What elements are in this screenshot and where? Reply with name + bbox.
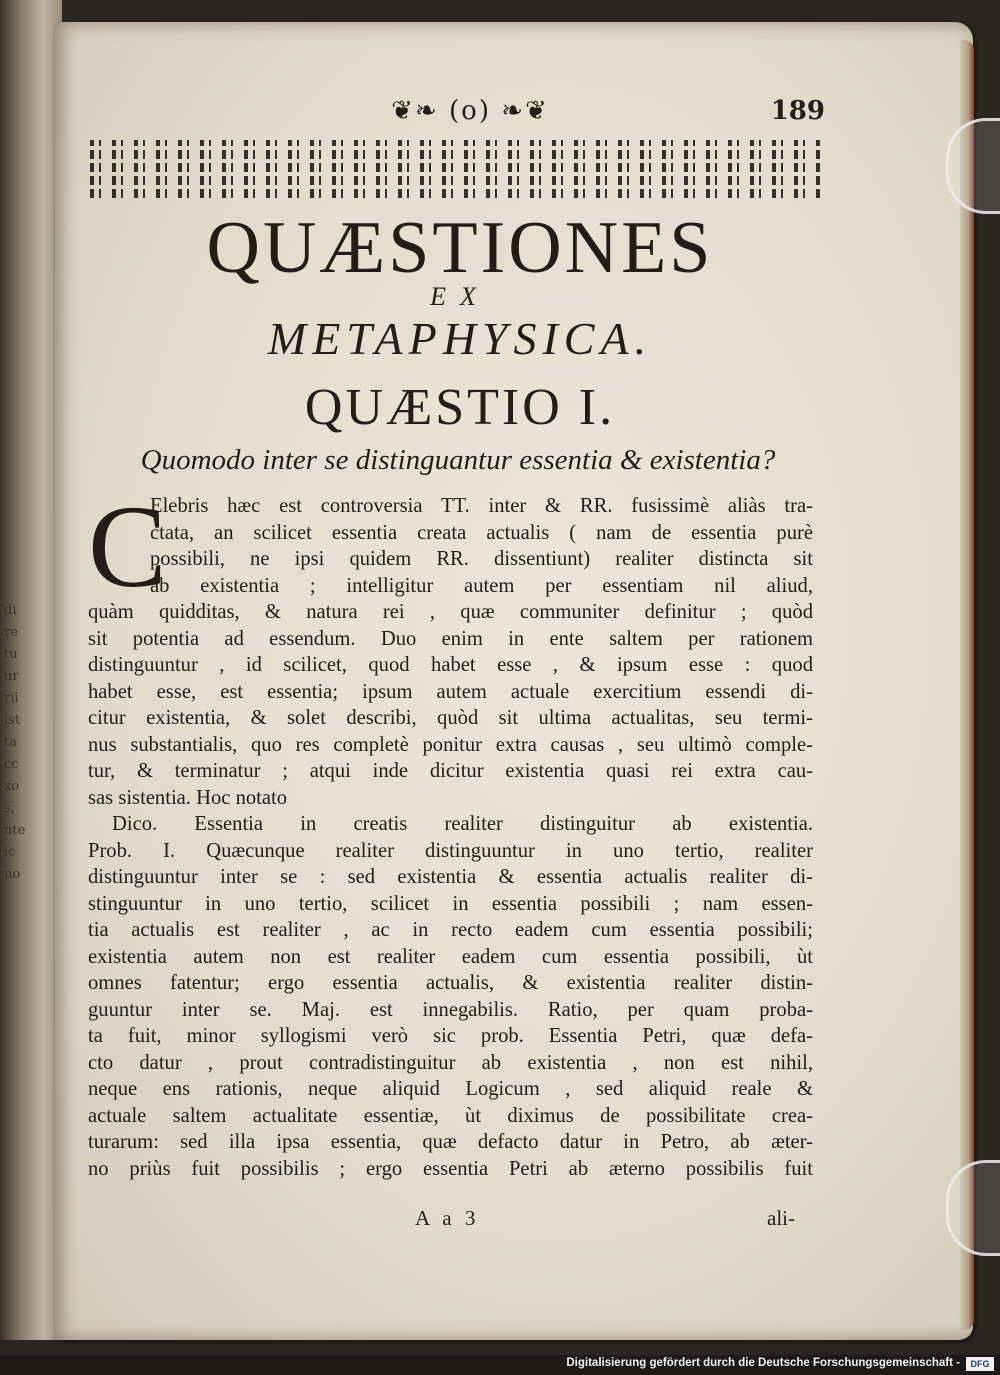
text-line: guuntur inter se. Maj. est innegabilis. Ratio, per quam proba- xyxy=(88,998,813,1021)
text-line: citur existentia, & solet describi, quòd sit ultima actualitas, seu termi- xyxy=(88,707,813,729)
text-line: distinguuntur , id scilicet, quod habet esse , & ipsum esse : quod xyxy=(88,654,813,676)
text-line: distinguuntur inter se : sed existentia & essentia actualis realiter di- xyxy=(88,866,813,888)
signature-mark: A a 3 xyxy=(415,1206,480,1230)
subtitle-metaphysica: METAPHYSICA. xyxy=(267,313,653,364)
subtitle-ex: EX xyxy=(430,282,490,311)
text-line: Prob. I. Quæcunque realiter distinguuntur in uno tertio, realiter xyxy=(88,839,813,862)
page-header xyxy=(95,96,825,140)
text-line: no priùs fuit possibilis ; ergo essentia Petri ab æterno possibilis fuit xyxy=(88,1157,813,1180)
text-line: tur, & terminatur ; atqui inde dicitur existentia quasi rei extra cau- xyxy=(88,760,813,782)
header-ornament: ❦❧ (o) ❧❦ xyxy=(391,96,549,126)
catchword: ali- xyxy=(767,1206,795,1230)
text-line: neque ens rationis, neque aliquid Logicum , sed aliquid reale & xyxy=(88,1078,813,1100)
text-line: quàm quidditas, & natura rei , quæ communiter definitur ; quòd xyxy=(88,601,813,623)
text-line: sas sistentia. Hoc notato xyxy=(88,786,288,809)
digitization-credit: Digitalisierung gefördert durch die Deutsche Forschungsgemeinschaft - xyxy=(566,1357,960,1369)
fleuron-right-icon: ❧❦ xyxy=(501,96,549,126)
fleuron-left-icon: ❦❧ xyxy=(391,96,439,126)
text-line: sit potentia ad essendum. Duo enim in ente saltem per rationem xyxy=(88,627,813,650)
text-line: Dico. Essentia in creatis realiter distinguitur ab existentia. xyxy=(112,813,813,835)
text-line: ta fuit, minor syllogismi verò sic prob. Essentia Petri, quæ defa- xyxy=(88,1025,813,1047)
adjacent-page-text: di re tu ur rii ist ta cc xo s, nte ic no xyxy=(4,603,26,882)
text-line: Elebris hæc est controversia TT. inter & RR. fusissimè aliàs tra- xyxy=(150,495,813,517)
text-line: ab existentia ; intelligitur autem per essentiam nil aliud, xyxy=(150,574,813,597)
text-line: ctata, an scilicet essentia creata actualis ( nam de essentia purè xyxy=(150,521,813,544)
page-footer xyxy=(95,1206,795,1236)
main-title: QUÆSTIONES xyxy=(206,207,714,289)
text-line: tia actualis est realiter , ac in recto eadem cum essentia possibili; xyxy=(88,919,813,941)
body-text xyxy=(88,481,813,1182)
drop-capital: C xyxy=(88,481,167,612)
text-line: nus substantialis, quo res completè ponitur extra causas , seu ultimò comple- xyxy=(88,733,813,756)
dfg-logo-icon: DFG xyxy=(966,1357,994,1371)
page-number: 189 xyxy=(770,96,825,126)
text-line: existentia autem non est realiter eadem cum essentia possibili, ùt xyxy=(88,945,813,968)
page-fore-edge xyxy=(960,40,974,1330)
adjacent-page-edge xyxy=(0,0,62,1340)
text-line: stinguuntur in uno tertio, scilicet in essentia possibili ; nam essen- xyxy=(88,892,813,915)
text-line: possibili, ne ipsi quidem RR. dissentiunt) realiter distincta sit xyxy=(150,548,813,570)
text-line: habet esse, est essentia; ipsum autem actuale exercitium essendi di- xyxy=(88,680,813,703)
text-line: actuale saltem actualitate essentiæ, ùt diximus de possibilitate crea- xyxy=(88,1104,813,1127)
question-subheading: Quomodo inter se distinguantur essentia & existentia? xyxy=(140,444,776,476)
text-line: cto datur , prout contradistinguitur ab existentia , non est nihil, xyxy=(88,1051,813,1074)
text-line: omnes fatentur; ergo essentia actualis, & existentia realiter distin- xyxy=(88,972,813,994)
question-heading: QUÆSTIO I. xyxy=(304,379,616,436)
text-line: turarum: sed illa ipsa essentia, quæ defacto datur in Petro, ab æter- xyxy=(88,1131,813,1153)
decorative-ornament-band xyxy=(90,140,825,198)
